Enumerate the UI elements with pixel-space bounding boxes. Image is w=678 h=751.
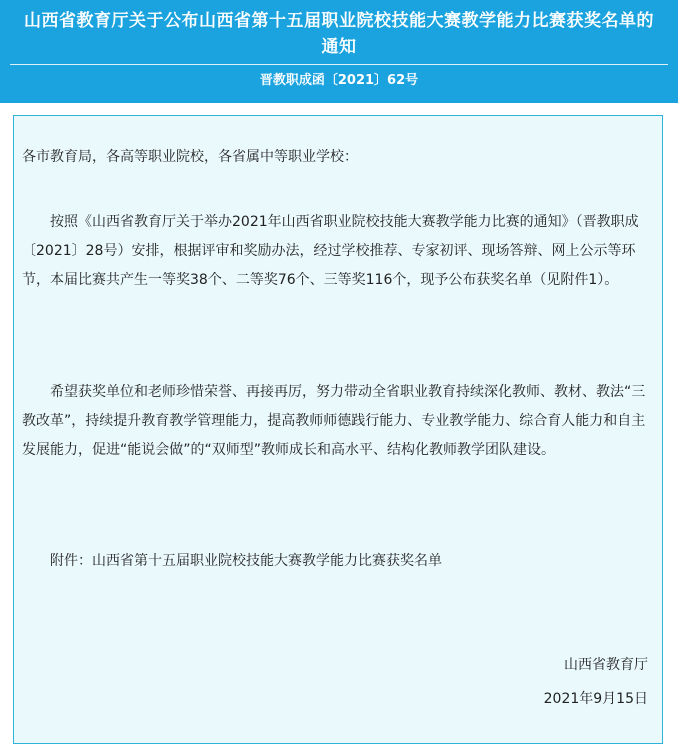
signature-org: 山西省教育厅 bbox=[564, 657, 648, 673]
notice-title: 山西省教育厅关于公布山西省第十五届职业院校技能大赛教学能力比赛获奖名单的通知 bbox=[24, 11, 654, 57]
salutation: 各市教育局，各高等职业院校，各省属中等职业学校： bbox=[22, 149, 358, 165]
paragraph-2: 希望获奖单位和老师珍惜荣誉、再接再厉，努力带动全省职业教育持续深化教师、教材、教法“三教改革”，持续提升教育教学管理能力，提高教师师德践行能力、专业教学能力、综合育人能力和自主发展能力，促进“能说会做”的“双师型”教师成长和高水平、结构化教师教学团队建设。 bbox=[22, 384, 646, 458]
document-number: 晋教职成函〔2021〕62号 bbox=[259, 73, 419, 88]
header-divider bbox=[10, 64, 668, 65]
paragraph-1: 按照《山西省教育厅关于举办2021年山西省职业院校技能大赛教学能力比赛的通知》（晋教职成〔2021〕28号）安排，根据评审和奖励办法，经过学校推荐、专家初评、现场答辩、网上公示等环节，本届比赛共产生一等奖38个、二等奖76个、三等奖116个，现予公布获奖名单（见附件1）。 bbox=[22, 214, 639, 288]
notice-body bbox=[13, 115, 663, 744]
notice-header bbox=[0, 0, 678, 103]
attachment-line: 附件：山西省第十五届职业院校技能大赛教学能力比赛获奖名单 bbox=[50, 553, 442, 569]
signature-date: 2021年9月15日 bbox=[543, 691, 648, 707]
